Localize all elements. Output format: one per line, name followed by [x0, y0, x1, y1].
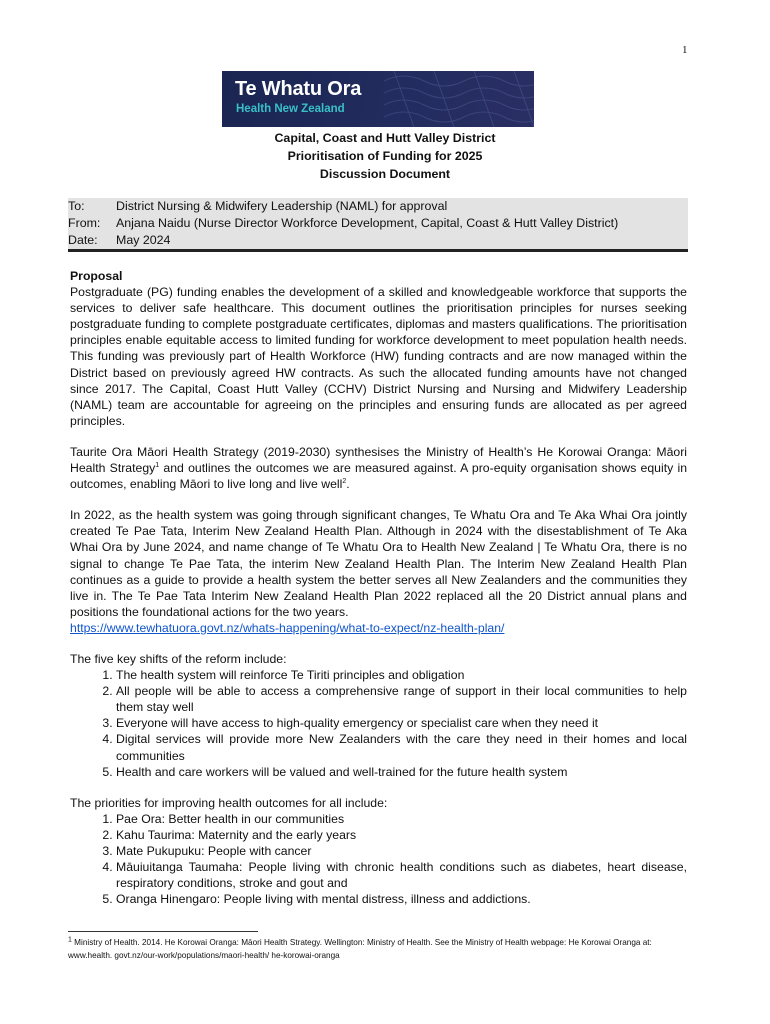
- priorities-intro: The priorities for improving health outcomes for all include:: [70, 795, 388, 810]
- memo-value: Anjana Naidu (Nurse Director Workforce Development, Capital, Coast & Hutt Valley District): [116, 216, 619, 230]
- text-segment: Taurite Ora Māori Health Strategy (2019-2030) synthesises the Ministry of Health’s He Korowai Oranga: Māori Health Strategy: [70, 444, 687, 476]
- te-whatu-ora-logo: [222, 71, 534, 127]
- priorities-list: [70, 811, 687, 908]
- paragraph-pg-funding: Postgraduate (PG) funding enables the development of a skilled and knowledgeable workforce that supports the services to deliver safe healthcare. This document outlines the prioritisation principles for nurses seeking postgraduate funding to complete postgraduate certificates, diplomas and masters qualifications. The prioritisation principles enable equitable access to limited funding for workforce development to meet population health needs. This funding was previously part of Health Workforce (HW) funding contracts and are now managed within the District based on previously agreed HW contracts. As such the allocated funding amounts have not changed since 2017. The Capital, Coast Hutt Valley (CCHV) District Nursing and Nursing and Midwifery Leadership (NAML) team are accountable for agreeing on the principles and ensuring funds are allocated as per agreed principles.: [70, 285, 687, 428]
- list-item: 5. Health and care workers will be valued and well-trained for the future health system: [116, 764, 687, 780]
- memo-row-to: [68, 198, 688, 215]
- footnote-text: Ministry of Health. 2014. He Korowai Oranga: Māori Health Strategy. Wellington: Ministry of Health. See the Ministry of Health webpage: He Korowai Oranga at: www.health. govt.nz/our-work/populations/maori-health/ he-korowai-oranga: [68, 938, 652, 960]
- memo-label: Date:: [68, 233, 98, 247]
- memo-header-block: [68, 198, 688, 252]
- document-heading: [0, 129, 770, 183]
- logo-subtitle: Health New Zealand: [236, 103, 345, 115]
- memo-value: May 2024: [116, 233, 171, 247]
- section-title-proposal: Proposal: [70, 269, 123, 283]
- paragraph-te-pae-tata: In 2022, as the health system was going through significant changes, Te Whatu Ora and Te Aka Whai Ora jointly created Te Pae Tata, Interim New Zealand Health Plan. Although in 2024 with the disestablishment of Te Aka Whai Ora by June 2024, and name change of Te Whatu Ora to Health New Zealand | Te Whatu Ora, there is no signal to change Te Pae Tata, the interim New Zealand Health Plan. The Interim New Zealand Health Plan continues as a guide to provide a health system the better serves all New Zealanders and the communities they live in. The Te Pae Tata Interim New Zealand Health Plan 2022 replaced all the 20 District annual plans and positions the foundational actions for the two years.: [70, 508, 687, 619]
- memo-label: To:: [68, 199, 85, 213]
- logo-pattern-graphic: [384, 71, 534, 127]
- list-item: 3. Mate Pukupuku: People with cancer: [116, 843, 687, 859]
- memo-label: From:: [68, 216, 101, 230]
- list-item: 5. Oranga Hinengaro: People living with mental distress, illness and addictions.: [116, 891, 687, 907]
- shifts-list: [70, 667, 687, 780]
- footnote-1: [68, 937, 685, 962]
- list-item: 2. Kahu Taurima: Maternity and the early years: [116, 827, 687, 843]
- list-item: 3. Everyone will have access to high-quality emergency or specialist care when they need it: [116, 715, 687, 731]
- heading-line-2: Prioritisation of Funding for 2025: [287, 149, 483, 163]
- memo-value: District Nursing & Midwifery Leadership (NAML) for approval: [116, 199, 448, 213]
- heading-line-3: Discussion Document: [319, 167, 451, 181]
- memo-row-from: [68, 215, 688, 232]
- paragraph-link-line: [70, 620, 687, 636]
- document-body: [70, 268, 687, 907]
- footnote-marker: 1: [68, 936, 72, 944]
- logo-title: Te Whatu Ora: [235, 78, 362, 100]
- footnote-separator: [68, 931, 258, 932]
- memo-row-date: [68, 232, 688, 249]
- list-item: 1. Pae Ora: Better health in our communities: [116, 811, 687, 827]
- list-item: 2. All people will be able to access a comprehensive range of support in their local communities to help them stay well: [116, 683, 687, 715]
- nz-health-plan-link[interactable]: https://www.tewhatuora.govt.nz/whats-happening/what-to-expect/nz-health-plan/: [70, 620, 505, 635]
- text-segment: and outlines the outcomes we are measured against. A pro-equity organisation shows equity in outcomes, enabling Māori to live long and live well: [70, 461, 688, 492]
- footnote-ref[interactable]: 1: [155, 461, 160, 469]
- list-item: 1. The health system will reinforce Te Tiriti principles and obligation: [116, 667, 687, 683]
- list-item: 4. Digital services will provide more New Zealanders with the care they need in their homes and local communities: [116, 731, 687, 763]
- list-item: 4. Māuiuitanga Taumaha: People living with chronic health conditions such as diabetes, heart disease, respiratory conditions, stroke and gout and: [116, 859, 687, 891]
- heading-line-1: Capital, Coast and Hutt Valley District: [274, 131, 496, 145]
- text-segment: .: [346, 477, 350, 492]
- shifts-intro: The five key shifts of the reform include:: [70, 651, 287, 666]
- paragraph-taurite-ora: [70, 444, 687, 492]
- footnote-ref[interactable]: 2: [342, 478, 347, 486]
- page-number: 1: [682, 44, 688, 56]
